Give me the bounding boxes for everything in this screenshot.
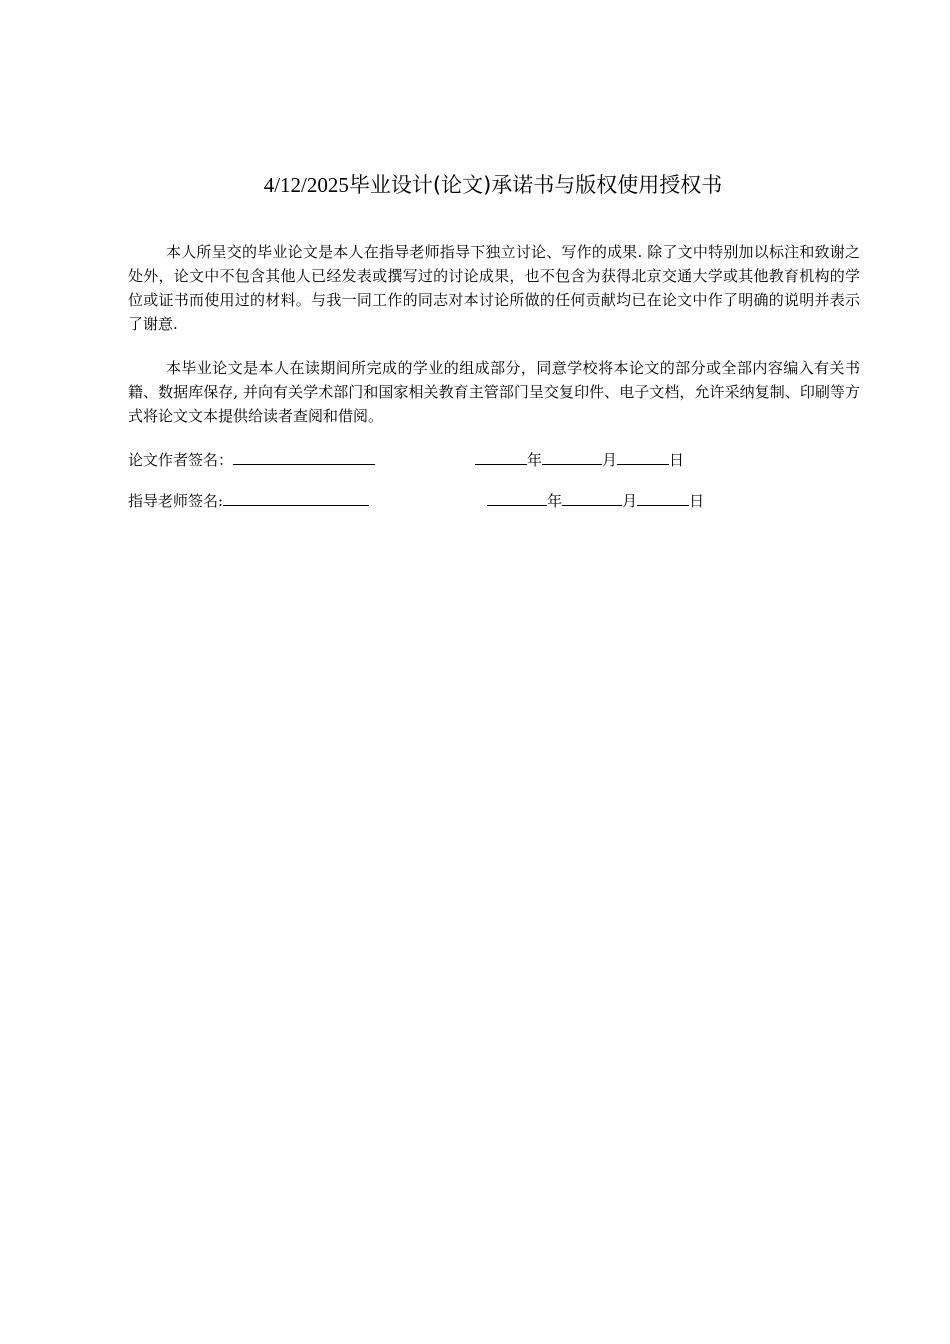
author-sign-label: 论文作者签名： — [128, 451, 234, 469]
title-text: 毕业设计(论文)承诺书与版权使用授权书 — [348, 173, 723, 197]
author-signature-field[interactable] — [233, 448, 375, 465]
advisor-year-field[interactable] — [487, 489, 547, 506]
document-title — [0, 170, 950, 200]
advisor-signature-line — [128, 489, 704, 512]
author-year-label: 年 — [527, 451, 543, 469]
title-date: 4/12/2025 — [263, 173, 349, 197]
advisor-signature-field[interactable] — [223, 489, 369, 506]
author-month-field[interactable] — [542, 448, 602, 465]
advisor-day-field[interactable] — [637, 489, 689, 506]
author-month-label: 月 — [602, 451, 618, 469]
advisor-year-label: 年 — [547, 492, 563, 510]
author-day-field[interactable] — [617, 448, 669, 465]
author-signature-line — [128, 448, 684, 471]
author-day-label: 日 — [669, 451, 685, 469]
commitment-paragraph: 本人所呈交的毕业论文是本人在指导老师指导下独立讨论、写作的成果. 除了文中特别加以标注和致谢之处外，论文中不包含其他人已经发表或撰写过的讨论成果，也不包含为获得北京交通大学或其他教育机构的学位或证书而使用过的材料。与我一同工作的同志对本讨论所做的任何贡献均已在论文中作了明确的说明并表示了谢意. — [128, 243, 860, 333]
copyright-paragraph: 本毕业论文是本人在读期间所完成的学业的组成部分，同意学校将本论文的部分或全部内容编入有关书籍、数据库保存, 并向有关学术部门和国家相关教育主管部门呈交复印件、电子文档，允许采纳复制、印刷等方式将论文文本提供给读者查阅和借阅。 — [128, 359, 860, 425]
advisor-month-field[interactable] — [562, 489, 622, 506]
advisor-day-label: 日 — [689, 492, 705, 510]
advisor-month-label: 月 — [622, 492, 638, 510]
advisor-sign-label: 指导老师签名: — [128, 492, 224, 510]
author-year-field[interactable] — [475, 448, 527, 465]
